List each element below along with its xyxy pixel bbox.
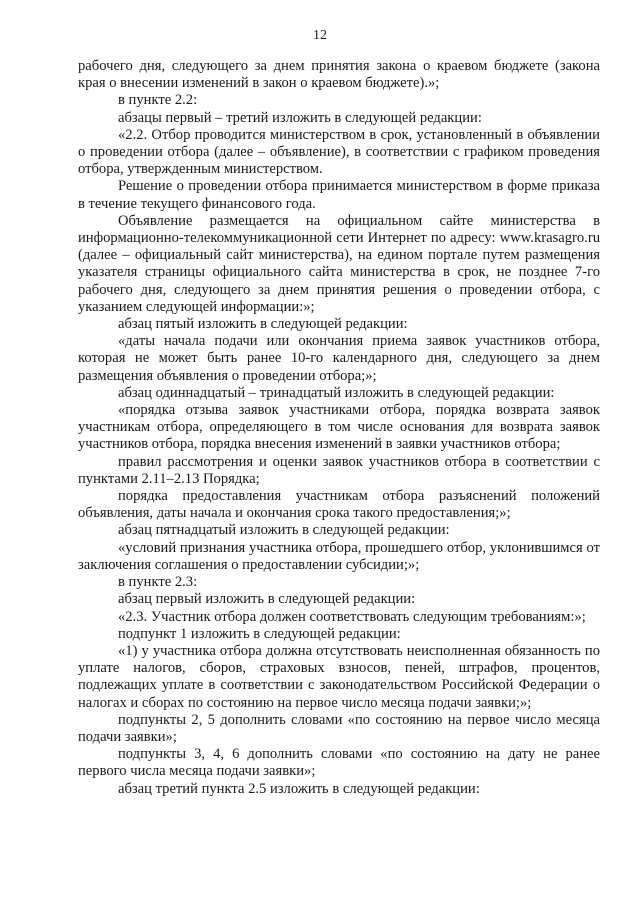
paragraph: «даты начала подачи или окончания приема заявок участников отбора, которая не может быть ранее 10-го календарного дня, следующего за днем размещения объявления о проведении отбора;»; — [78, 333, 600, 384]
paragraph: подпункт 1 изложить в следующей редакции: — [118, 625, 401, 642]
paragraph: порядка предоставления участникам отбора разъяснений положений объявления, даты начала и окончания срока такого предоставления;»; — [78, 488, 600, 522]
paragraph: в пункте 2.3: — [118, 574, 198, 591]
page-number: 12 — [313, 28, 327, 43]
paragraph: «2.2. Отбор проводится министерством в срок, установленный в объявлении о проведении отбора (далее – объявление), в соответствии с графиком проведения отбора, утвержденным министерством. — [78, 126, 600, 178]
document-body — [78, 58, 600, 798]
paragraph: «1) у участника отбора должна отсутствовать неисполненная обязанность по уплате налогов, сборов, страховых взносов, пеней, штрафов, процентов, подлежащих уплате в соответствии с законодательством Российской Федерации о налогах и сборах по состоянию на первое число месяца подачи заявки;»; — [78, 642, 600, 711]
paragraph: подпункты 3, 4, 6 дополнить словами «по состоянию на дату не ранее первого числа месяца подачи заявки»; — [78, 746, 600, 780]
paragraph: абзац пятый изложить в следующей редакции: — [118, 316, 408, 333]
paragraph: правил рассмотрения и оценки заявок участников отбора в соответствии с пунктами 2.11–2.13 Порядка; — [78, 453, 600, 487]
paragraph: рабочего дня, следующего за днем принятия закона о краевом бюджете (закона края о внесении изменений в закон о краевом бюджете).»; — [78, 58, 600, 92]
paragraph: «условий признания участника отбора, прошедшего отбор, уклонившимся от заключения соглашения о предоставлении субсидии;»; — [78, 539, 600, 573]
paragraph: абзацы первый – третий изложить в следующей редакции: — [118, 109, 482, 126]
paragraph: в пункте 2.2: — [118, 92, 198, 109]
paragraph: подпункты 2, 5 дополнить словами «по состоянию на первое число месяца подачи заявки»; — [78, 711, 600, 745]
paragraph: «2.3. Участник отбора должен соответствовать следующим требованиям:»; — [118, 608, 586, 625]
paragraph: Объявление размещается на официальном сайте министерства в информационно-телекоммуникационной сети Интернет по адресу: www.krasagro.ru (далее – официальный сайт министерства), на едином портале путем размещения указателя страницы официального сайта министерства в срок, не позднее 7-го рабочего дня, следующего за днем принятия решения о проведении отбора, с указанием следующей информации:»; — [78, 212, 600, 315]
paragraph: «порядка отзыва заявок участниками отбора, порядка возврата заявок участникам отбора, определяющего в том числе основания для возврата заявок участников отбора, порядка внесения изменений в заявки участников отбора; — [78, 402, 600, 453]
paragraph: абзац одиннадцатый – тринадцатый изложить в следующей редакции: — [118, 384, 555, 401]
paragraph: абзац третий пункта 2.5 изложить в следующей редакции: — [118, 780, 480, 797]
paragraph: абзац пятнадцатый изложить в следующей редакции: — [118, 522, 450, 539]
paragraph: абзац первый изложить в следующей редакции: — [118, 591, 416, 608]
paragraph: Решение о проведении отбора принимается министерством в форме приказа в течение текущего финансового года. — [78, 178, 600, 212]
